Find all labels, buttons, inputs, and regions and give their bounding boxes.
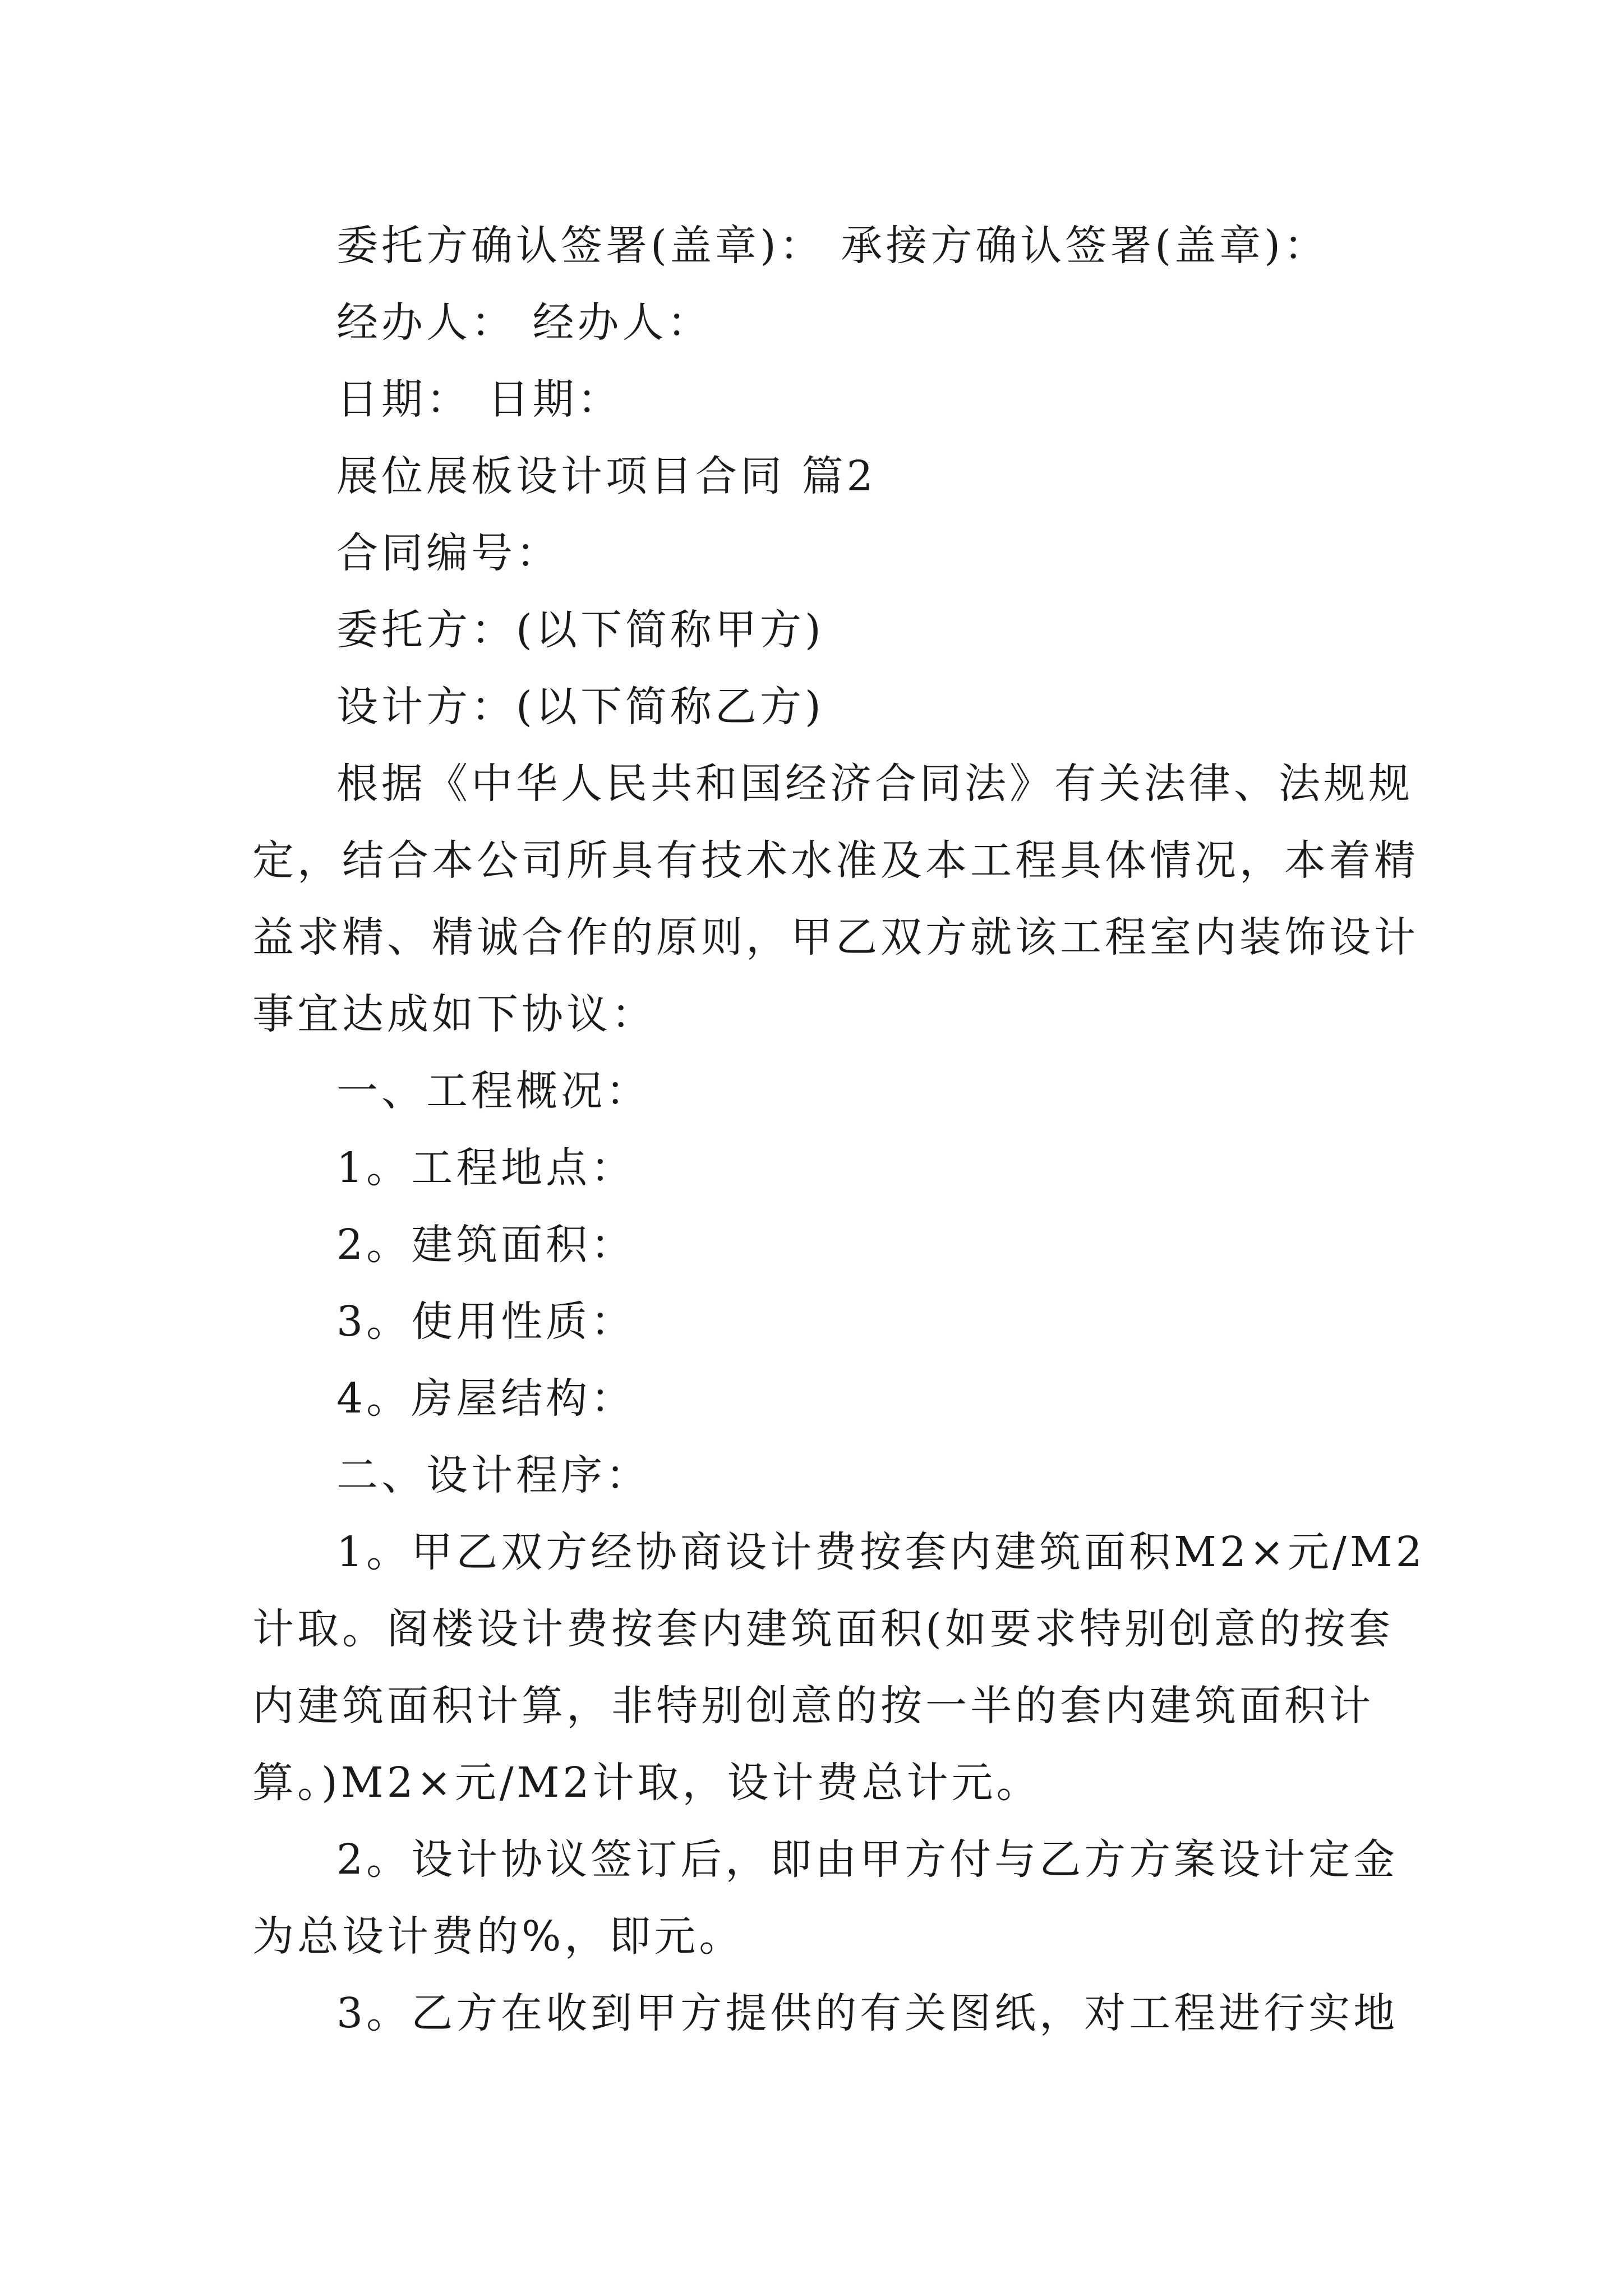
paragraph-line: 2。设计协议签订后，即由甲方付与乙方方案设计定金 <box>336 1835 1399 1884</box>
contract-title: 展位展板设计项目合同 篇2 <box>336 452 877 500</box>
list-item-area: 2。建筑面积： <box>336 1221 636 1269</box>
paragraph-line: 定，结合本公司所具有技术水准及本工程具体情况，本着精 <box>252 836 1419 885</box>
procedure-item-1 <box>252 1514 1426 1821</box>
procedure-item-3 <box>252 1975 1399 2052</box>
paragraph-line: 根据《中华人民共和国经济合同法》有关法律、法规规 <box>336 760 1413 808</box>
handler-line: 经办人： 经办人： <box>336 298 712 347</box>
paragraph-line: 为总设计费的%，即元。 <box>252 1912 744 1961</box>
list-item-usage: 3。使用性质： <box>336 1297 636 1346</box>
signature-line: 委托方确认签署(盖章)： 承接方确认签署(盖章)： <box>336 222 1329 270</box>
paragraph-line: 3。乙方在收到甲方提供的有关图纸，对工程进行实地 <box>336 1989 1399 2037</box>
paragraph-line: 事宜达成如下协议： <box>252 990 656 1038</box>
preamble-paragraph <box>252 746 1419 1053</box>
paragraph-line: 1。甲乙双方经协商设计费按套内建筑面积M2×元/M2 <box>336 1528 1426 1576</box>
contract-number-label: 合同编号： <box>336 529 561 577</box>
section-heading-design-procedure: 二、设计程序： <box>336 1451 651 1499</box>
paragraph-line: 益求精、精诚合作的原则，甲乙双方就该工程室内装饰设计 <box>252 913 1419 961</box>
paragraph-line: 内建筑面积计算，非特别创意的按一半的套内建筑面积计 <box>252 1682 1374 1730</box>
procedure-item-2 <box>252 1821 1399 1975</box>
client-party-label: 委托方：(以下简称甲方) <box>336 606 824 654</box>
paragraph-line: 计取。阁楼设计费按套内建筑面积(如要求特别创意的按套 <box>252 1605 1394 1653</box>
document-body <box>252 208 1426 2052</box>
paragraph-line: 算。)M2×元/M2计取，设计费总计元。 <box>252 1759 1041 1807</box>
list-item-structure: 4。房屋结构： <box>336 1374 636 1423</box>
date-line: 日期： 日期： <box>336 375 623 424</box>
section-heading-project-overview: 一、工程概况： <box>336 1067 651 1115</box>
list-item-location: 1。工程地点： <box>336 1144 636 1192</box>
designer-party-label: 设计方：(以下简称乙方) <box>336 683 824 731</box>
